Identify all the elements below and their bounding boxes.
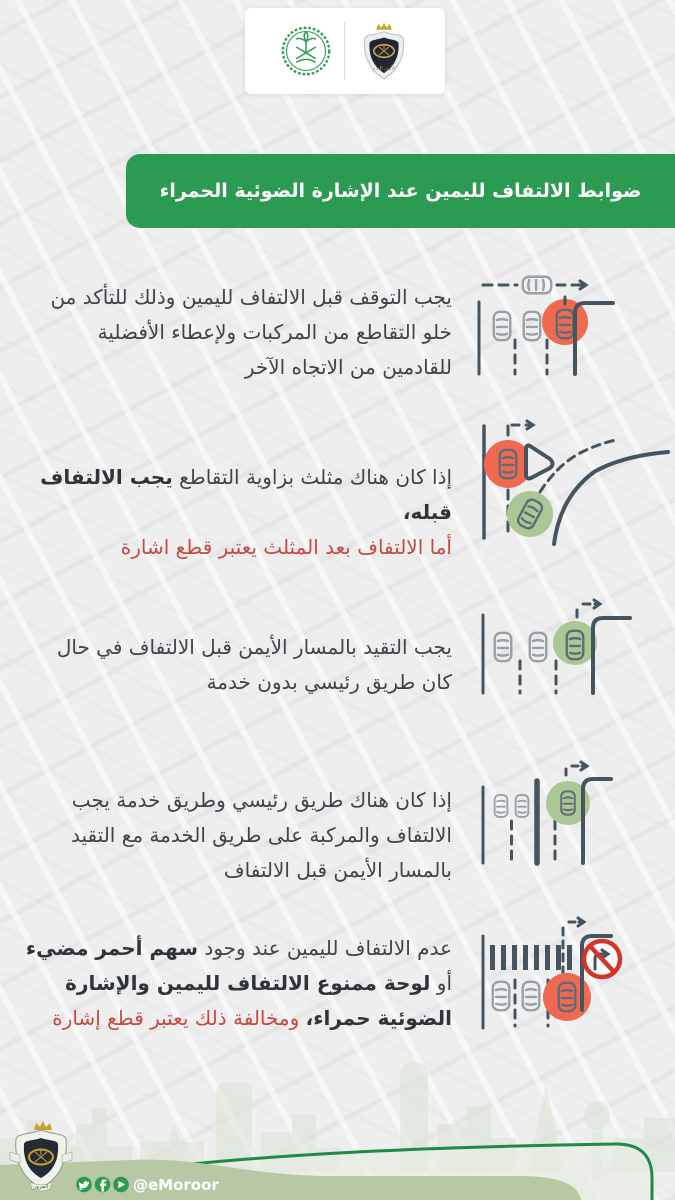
rule-4-text: إذا كان هناك طريق رئيسي وطريق خدمة يجب الالتفاف والمركبة على طريق الخدمة مع التقيد بالمسار الأيمن قبل الالتفاف (71, 788, 452, 882)
car-icon (530, 633, 547, 661)
rule-text-1 (28, 280, 452, 385)
right-arrow-icon (577, 281, 586, 289)
footer (0, 1020, 675, 1200)
diagram-service-road-turn (465, 755, 675, 885)
car-icon (524, 312, 541, 340)
right-arrow-icon (594, 600, 600, 608)
rule-text-3 (28, 630, 452, 700)
rule-text-4 (28, 783, 452, 888)
car-icon (495, 795, 508, 817)
right-arrow-icon (526, 421, 533, 429)
rule-5-warning: ومخالفة ذلك يعتبر قطع إشارة (52, 1006, 306, 1030)
police-badge-label: الأمن العام (371, 65, 396, 72)
rule-5-bold-sign: لوحة ممنوع الالتفاف لليمين والإشارة الضوئية حمراء، (65, 971, 452, 1030)
logo-divider (344, 22, 345, 80)
rule-5-bold-arrow: سهم أحمر مضيء (25, 936, 199, 960)
corner-road (583, 779, 611, 863)
page-title: ضوابط الالتفاف لليمين عند الإشارة الضوئية الحمراء (159, 180, 642, 202)
diagram-triangle-island-turn (470, 412, 670, 552)
right-arrow-icon (578, 918, 584, 926)
curved-road (554, 452, 668, 544)
corner-road (593, 618, 630, 693)
rule-3-text: يجب التقيد بالمسار الأيمن قبل الالتفاف في حال كان طريق رئيسي بدون خدمة (56, 635, 452, 694)
triangle-island (526, 446, 553, 479)
diagram-keep-right-lane (465, 585, 675, 715)
car-icon (494, 312, 511, 340)
rule-5-text: عدم الالتفاف لليمين عند وجود (198, 936, 452, 960)
youtube-play-icon[interactable] (113, 1177, 129, 1193)
car-icon (523, 277, 551, 294)
right-arrow-icon (581, 762, 587, 770)
car-icon (523, 982, 540, 1010)
rule-2-text: إذا كان هناك مثلث بزاوية التقاطع (172, 465, 452, 489)
rule-text-2 (28, 460, 452, 565)
car-icon (516, 795, 529, 817)
diagram-stop-before-right-turn (465, 252, 675, 387)
rule-text-5: عدم الالتفاف لليمين عند وجود سهم أحمر مضيء أو لوحة ممنوع الالتفاف لليمين والإشارة الضوئية حمراء، ومخالفة ذلك يعتبر قطع إشارة (25, 936, 452, 1030)
no-right-turn-sign-icon (584, 941, 620, 977)
rule-1-text: يجب التوقف قبل الالتفاف لليمين وذلك للتأكد من خلو التقاطع من المركبات ولإعطاء الأفضلية للقادمين من الاتجاه الآخر (50, 285, 452, 379)
rule-2-warning: أما الالتفاف بعد المثلث يعتبر قطع اشارة (120, 535, 452, 559)
car-icon (495, 633, 512, 661)
crosswalk-stripes (490, 945, 572, 970)
facebook-icon[interactable] (95, 1177, 111, 1193)
public-security-badge-icon (357, 19, 411, 83)
twitter-icon[interactable] (76, 1177, 92, 1193)
social-icons (76, 1177, 129, 1193)
social-handle: @eMoroor (133, 1176, 219, 1194)
rule-2-bold: يجب الالتفاف قبله، (40, 465, 452, 524)
header-logos-card (245, 8, 445, 94)
traffic-badge-label: المرور (33, 1184, 49, 1190)
ministry-of-interior-emblem-icon (280, 25, 332, 77)
diagram-no-right-on-red-arrow (465, 898, 675, 1038)
title-banner (126, 154, 675, 228)
car-icon (493, 982, 510, 1010)
